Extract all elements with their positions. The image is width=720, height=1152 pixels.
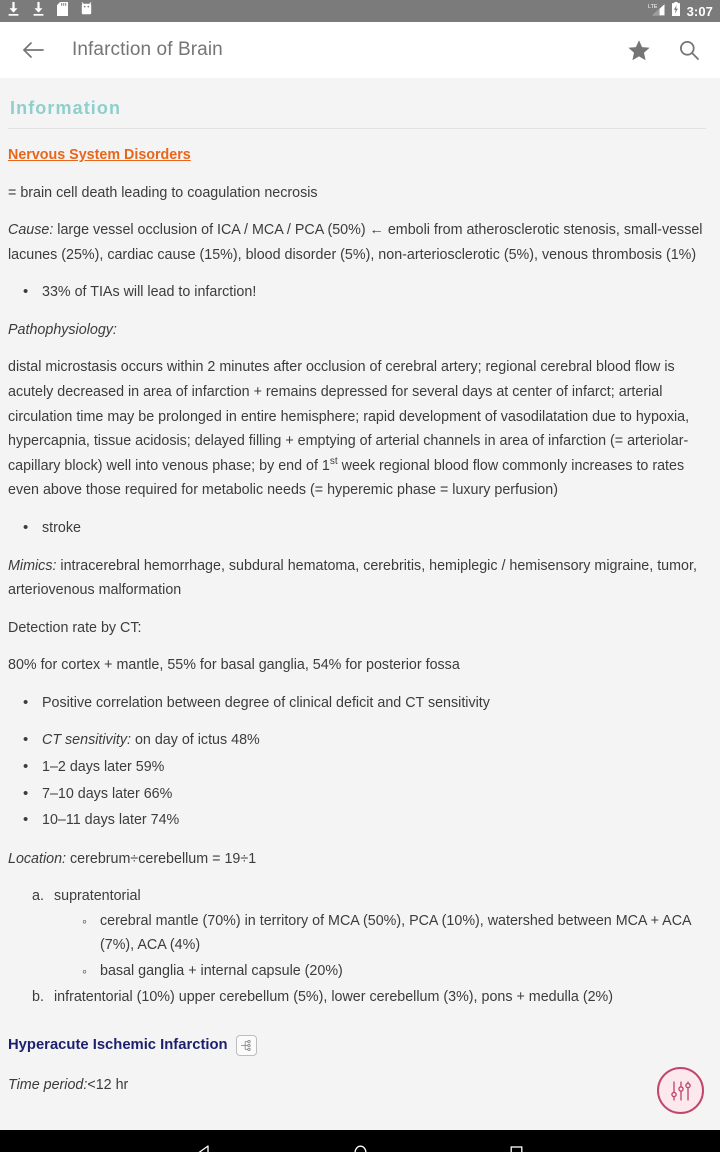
- location-text: cerebrum÷cerebellum = 19÷1: [66, 850, 257, 867]
- list-item: • 7–10 days later 66%: [42, 782, 706, 807]
- list-item: infratentorial (10%) upper cerebellum (5%), lower cerebellum (3%), pons + medulla (2%): [54, 988, 614, 1005]
- lte-signal-icon: [648, 2, 666, 21]
- definition-paragraph: = brain cell death leading to coagulation necrosis: [8, 184, 318, 201]
- sd-card-icon: [57, 2, 68, 21]
- detection-heading: Detection rate by CT:: [8, 619, 142, 636]
- mimics-paragraph: [8, 554, 706, 603]
- page-title: Infarction of Brain: [72, 39, 223, 60]
- ct-sensitivity-label: CT sensitivity:: [42, 732, 131, 749]
- android-robot-icon: [80, 2, 93, 21]
- pathophysiology-paragraph: [8, 355, 706, 502]
- hyperacute-title: Hyperacute Ischemic Infarction: [8, 1037, 228, 1054]
- list-item: • Positive correlation between degree of clinical deficit and CT sensitivity: [42, 691, 706, 716]
- list-item: [42, 728, 706, 753]
- section-divider: [8, 128, 706, 129]
- app-toolbar: [0, 22, 720, 78]
- list-item: ◦ basal ganglia + internal capsule (20%): [100, 959, 706, 984]
- category-link[interactable]: Nervous System Disorders: [8, 147, 191, 163]
- time-period-label: Time period:: [8, 1076, 88, 1093]
- cause-paragraph: [8, 218, 706, 267]
- time-period-value: <12 hr: [87, 1076, 129, 1093]
- cause-bullet-list: [8, 280, 706, 305]
- back-button[interactable]: [16, 33, 50, 67]
- status-clock: 3:07: [686, 3, 713, 19]
- article-body: [8, 143, 706, 1097]
- patho-superscript: st: [329, 456, 338, 468]
- favorite-button[interactable]: [624, 35, 654, 65]
- location-label: Location:: [8, 850, 67, 867]
- android-navigation-bar: [0, 1130, 720, 1152]
- list-item: • stroke: [42, 516, 706, 541]
- toolbar-actions: [624, 35, 704, 65]
- svg-text:LTE: LTE: [647, 3, 658, 10]
- list-item: • 33% of TIAs will lead to infarction!: [42, 280, 706, 305]
- download-icon: [32, 2, 45, 21]
- battery-charging-icon: [671, 2, 681, 21]
- list-item: • 10–11 days later 74%: [42, 808, 706, 833]
- triangle-back-icon[interactable]: [184, 1132, 224, 1152]
- search-button[interactable]: [674, 35, 704, 65]
- ct-sensitivity-list: [8, 728, 706, 832]
- hyperacute-heading-row: [8, 1033, 706, 1058]
- circle-home-icon[interactable]: [340, 1132, 380, 1152]
- status-bar: [0, 0, 720, 22]
- square-recents-icon[interactable]: [496, 1132, 536, 1152]
- pathophysiology-bullet-list: [8, 516, 706, 541]
- tune-sliders-icon[interactable]: [657, 1067, 704, 1114]
- detection-rates: 80% for cortex + mantle, 55% for basal ganglia, 54% for posterior fossa: [8, 657, 460, 674]
- patho-text-part1: distal microstasis occurs within 2 minutes after occlusion of cerebral artery; regional cerebral blood flow is acutely decreased in area of infarction + remains depressed for several days at center of infarct; arterial circulation time may be prolonged in entire hemisphere; rapid development of vasodilatation due to hypoxia, hypercapnia, tissue acidosis; delayed filling + emptying of arterial channels in area of infarction (= arteriolar-capillary block) well into venous phase; by end of 1: [8, 359, 690, 474]
- location-ordered-list: [8, 884, 706, 1009]
- section-heading: Information: [10, 98, 122, 118]
- cause-text: large vessel occlusion of ICA / MCA / PCA (50%) ← emboli from atherosclerotic stenosis, small-vessel lacunes (25%), cardiac cause (15%), blood disorder (5%), non-arteriosclerotic (5%), venous thrombosis (1%): [8, 222, 703, 263]
- patho-text-part2: week regional blood flow commonly increases to rates even above those required for metabolic needs (= hyperemic phase = luxury perfusion): [8, 457, 685, 499]
- list-item: [54, 884, 706, 983]
- mindmap-icon[interactable]: [236, 1035, 257, 1056]
- supratentorial-label: supratentorial: [54, 888, 141, 905]
- detection-bullet-list: [8, 691, 706, 716]
- status-bar-left-icons: [7, 2, 93, 21]
- ct-sensitivity-text: on day of ictus 48%: [130, 732, 260, 749]
- mimics-text: intracerebral hemorrhage, subdural hematoma, cerebritis, hemiplegic / hemisensory migraine, tumor, arteriovenous malformation: [8, 557, 697, 599]
- supratentorial-sublist: [54, 909, 706, 984]
- list-item: • 1–2 days later 59%: [42, 755, 706, 780]
- pathophysiology-label: Pathophysiology:: [8, 321, 117, 338]
- time-period-paragraph: [8, 1073, 706, 1098]
- status-bar-right-icons: [648, 2, 713, 21]
- mimics-label: Mimics:: [8, 557, 57, 574]
- list-item: ◦ cerebral mantle (70%) in territory of MCA (50%), PCA (10%), watershed between MCA + ACA (7%), ACA (4%): [100, 909, 706, 958]
- article-content: [0, 78, 720, 1130]
- cause-label: Cause:: [8, 222, 54, 239]
- location-paragraph: [8, 847, 706, 872]
- download-icon: [7, 2, 20, 21]
